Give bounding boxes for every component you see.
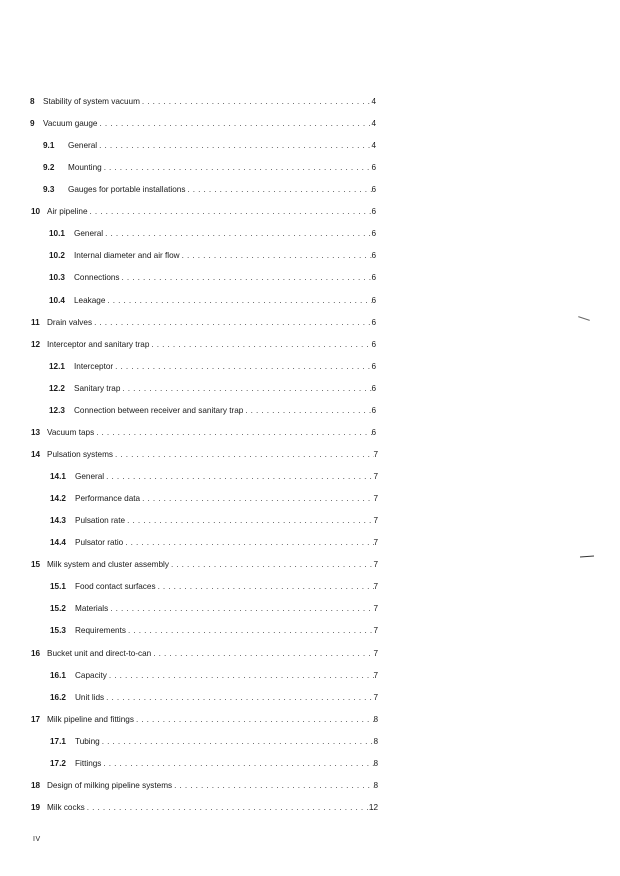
dot-leader [115,448,374,462]
toc-entry-page: 7 [373,649,378,658]
toc-entry-title: Mounting [68,163,102,172]
toc-entry-number: 17.2 [50,759,66,768]
dot-leader [158,580,374,594]
dot-leader [142,492,374,506]
toc-entry-page: 7 [373,671,378,680]
toc-entry-number: 14.3 [50,516,66,525]
toc-entry-title: Milk pipeline and fittings [47,715,134,724]
dot-leader [90,205,372,219]
toc-entry-page: 7 [373,450,378,459]
toc-entry-number: 9 [30,119,35,128]
toc-entry-number: 16.2 [50,693,66,702]
dot-leader [122,271,372,285]
toc-entry-title: Internal diameter and air flow [74,251,180,260]
toc-entry-number: 15.1 [50,582,66,591]
dot-leader [174,779,374,793]
dot-leader [105,227,372,241]
toc-subentry[interactable] [49,404,376,418]
dot-leader [142,95,372,109]
toc-subentry[interactable] [43,139,376,153]
toc-subentry[interactable] [50,536,378,550]
toc-entry-title: Requirements [75,626,126,635]
toc-entry-number: 10 [31,207,41,216]
dot-leader [109,669,374,683]
toc-entry-title: Vacuum taps [47,428,95,437]
toc-entry-title: Vacuum gauge [43,119,98,128]
toc-subentry[interactable] [50,757,378,771]
toc-entry-title: Drain valves [47,318,93,327]
dot-leader [99,117,372,131]
toc-entry-number: 15.3 [50,626,66,635]
dot-leader [171,558,374,572]
dot-leader [127,514,374,528]
toc-entry[interactable] [31,316,376,330]
toc-entry[interactable] [31,205,376,219]
toc-entry-number: 19 [31,803,41,812]
toc-entry-title: General [75,472,105,481]
toc-entry-page: 7 [373,604,378,613]
toc-entry-page: 6 [371,384,376,393]
page-number: IV [33,836,41,843]
toc-subentry[interactable] [49,249,376,263]
toc-entry-page: 4 [371,141,376,150]
toc-entry-page: 7 [373,516,378,525]
toc-entry[interactable] [30,117,376,131]
toc-subentry[interactable] [43,161,376,175]
toc-entry-title: Unit lids [75,693,105,702]
toc-entry-number: 8 [30,97,35,106]
dot-leader [187,183,372,197]
toc-entry-title: Air pipeline [47,207,88,216]
dot-leader [153,647,374,661]
toc-entry-page: 6 [371,229,376,238]
toc-entry-page: 7 [373,560,378,569]
toc-entry-number: 16.1 [50,671,66,680]
dot-leader [107,294,372,308]
dot-leader [99,139,372,153]
toc-entry-title: Connection between receiver and sanitary trap [74,406,244,415]
toc-entry-page: 6 [371,362,376,371]
toc-entry-page: 7 [373,472,378,481]
toc-subentry[interactable] [50,470,378,484]
toc-entry-page: 6 [371,163,376,172]
toc-subentry[interactable] [49,360,376,374]
toc-entry-number: 16 [31,649,41,658]
dot-leader [96,426,372,440]
toc-entry-number: 9.1 [43,141,55,150]
toc-entry[interactable] [31,647,378,661]
dot-leader [128,624,374,638]
toc-subentry[interactable] [50,492,378,506]
toc-entry-page: 7 [373,494,378,503]
toc-subentry[interactable] [50,691,378,705]
toc-entry-number: 9.3 [43,185,55,194]
toc-subentry[interactable] [49,382,376,396]
toc-entry-page: 6 [371,273,376,282]
toc-entry-number: 14.2 [50,494,66,503]
toc-entry-title: General [68,141,98,150]
dot-leader [103,757,374,771]
toc-entry-page: 7 [373,693,378,702]
toc-entry-number: 15.2 [50,604,66,613]
dot-leader [104,161,372,175]
toc-entry-number: 17.1 [50,737,66,746]
toc-entry-title: Bucket unit and direct-to-can [47,649,152,658]
toc-entry-number: 15 [31,560,41,569]
toc-subentry[interactable] [50,624,378,638]
toc-entry-title: Interceptor and sanitary trap [47,340,150,349]
toc-entry[interactable] [31,448,378,462]
dot-leader [115,360,372,374]
toc-entry-title: Tubing [75,737,100,746]
toc-entry[interactable] [30,95,376,109]
toc-entry-page: 6 [371,251,376,260]
toc-entry[interactable] [31,779,378,793]
toc-subentry[interactable] [50,580,378,594]
toc-entry-title: Fittings [75,759,102,768]
toc-entry[interactable] [31,713,378,727]
toc-entry-title: Pulsation systems [47,450,113,459]
toc-entry-page: 12 [368,803,378,812]
toc-entry-number: 18 [31,781,41,790]
dot-leader [102,735,374,749]
toc-entry-title: Sanitary trap [74,384,121,393]
toc-entry-title: Performance data [75,494,141,503]
scan-mark [580,556,594,558]
toc-entry-title: Food contact surfaces [75,582,156,591]
toc-entry[interactable] [31,426,376,440]
toc-entry-page: 6 [371,318,376,327]
toc-entry-page: 8 [373,781,378,790]
toc-entry-page: 8 [373,715,378,724]
toc-entry-page: 7 [373,626,378,635]
toc-subentry[interactable] [49,271,376,285]
toc-entry-number: 12.1 [49,362,65,371]
dot-leader [106,691,374,705]
dot-leader [136,713,374,727]
toc-entry-number: 11 [31,318,40,327]
toc-entry-page: 6 [371,340,376,349]
toc-entry-title: Leakage [74,296,106,305]
toc-entry-page: 7 [373,538,378,547]
toc-entry-page: 8 [373,759,378,768]
toc-entry-number: 12.2 [49,384,65,393]
toc-entry[interactable] [31,558,378,572]
toc-entry-title: Pulsator ratio [75,538,124,547]
toc-entry-title: General [74,229,104,238]
toc-subentry[interactable] [49,294,376,308]
toc-entry-page: 6 [371,185,376,194]
dot-leader [94,316,372,330]
toc-entry-page: 4 [371,119,376,128]
toc-entry-number: 10.3 [49,273,65,282]
toc-entry-title: Connections [74,273,120,282]
toc-entry-number: 12 [31,340,41,349]
toc-entry-number: 10.2 [49,251,65,260]
toc-entry-page: 8 [373,737,378,746]
dot-leader [245,404,372,418]
toc-entry-title: Pulsation rate [75,516,126,525]
toc-entry-title: Interceptor [74,362,114,371]
toc-subentry[interactable] [49,227,376,241]
dot-leader [125,536,374,550]
toc-entry[interactable] [31,801,378,815]
dot-leader [87,801,374,815]
toc-entry-page: 6 [371,207,376,216]
toc-entry-number: 10.4 [49,296,65,305]
toc-entry-title: Capacity [75,671,107,680]
toc-entry-number: 17 [31,715,41,724]
toc-entry-number: 14 [31,450,41,459]
toc-entry-page: 6 [371,428,376,437]
toc-subentry[interactable] [50,514,378,528]
toc-entry-page: 4 [371,97,376,106]
toc-entry-page: 6 [371,296,376,305]
toc-entry-title: Milk cocks [47,803,85,812]
toc-subentry[interactable] [50,602,378,616]
toc-subentry[interactable] [50,735,378,749]
toc-entry-number: 14.4 [50,538,66,547]
toc-entry[interactable] [31,338,376,352]
toc-subentry[interactable] [43,183,376,197]
dot-leader [122,382,372,396]
toc-entry-number: 13 [31,428,41,437]
scan-mark [578,316,590,321]
dot-leader [106,470,374,484]
dot-leader [110,602,374,616]
toc-entry-title: Milk system and cluster assembly [47,560,169,569]
toc-entry-title: Materials [75,604,109,613]
toc-entry-number: 10.1 [49,229,65,238]
dot-leader [182,249,372,263]
toc-entry-number: 14.1 [50,472,66,481]
toc-entry-title: Stability of system vacuum [43,97,140,106]
toc-entry-page: 7 [373,582,378,591]
toc-entry-number: 9.2 [43,163,55,172]
toc-entry-title: Gauges for portable installations [68,185,186,194]
toc-entry-title: Design of milking pipeline systems [47,781,173,790]
toc-subentry[interactable] [50,669,378,683]
toc-entry-number: 12.3 [49,406,65,415]
dot-leader [151,338,372,352]
toc-entry-page: 6 [371,406,376,415]
